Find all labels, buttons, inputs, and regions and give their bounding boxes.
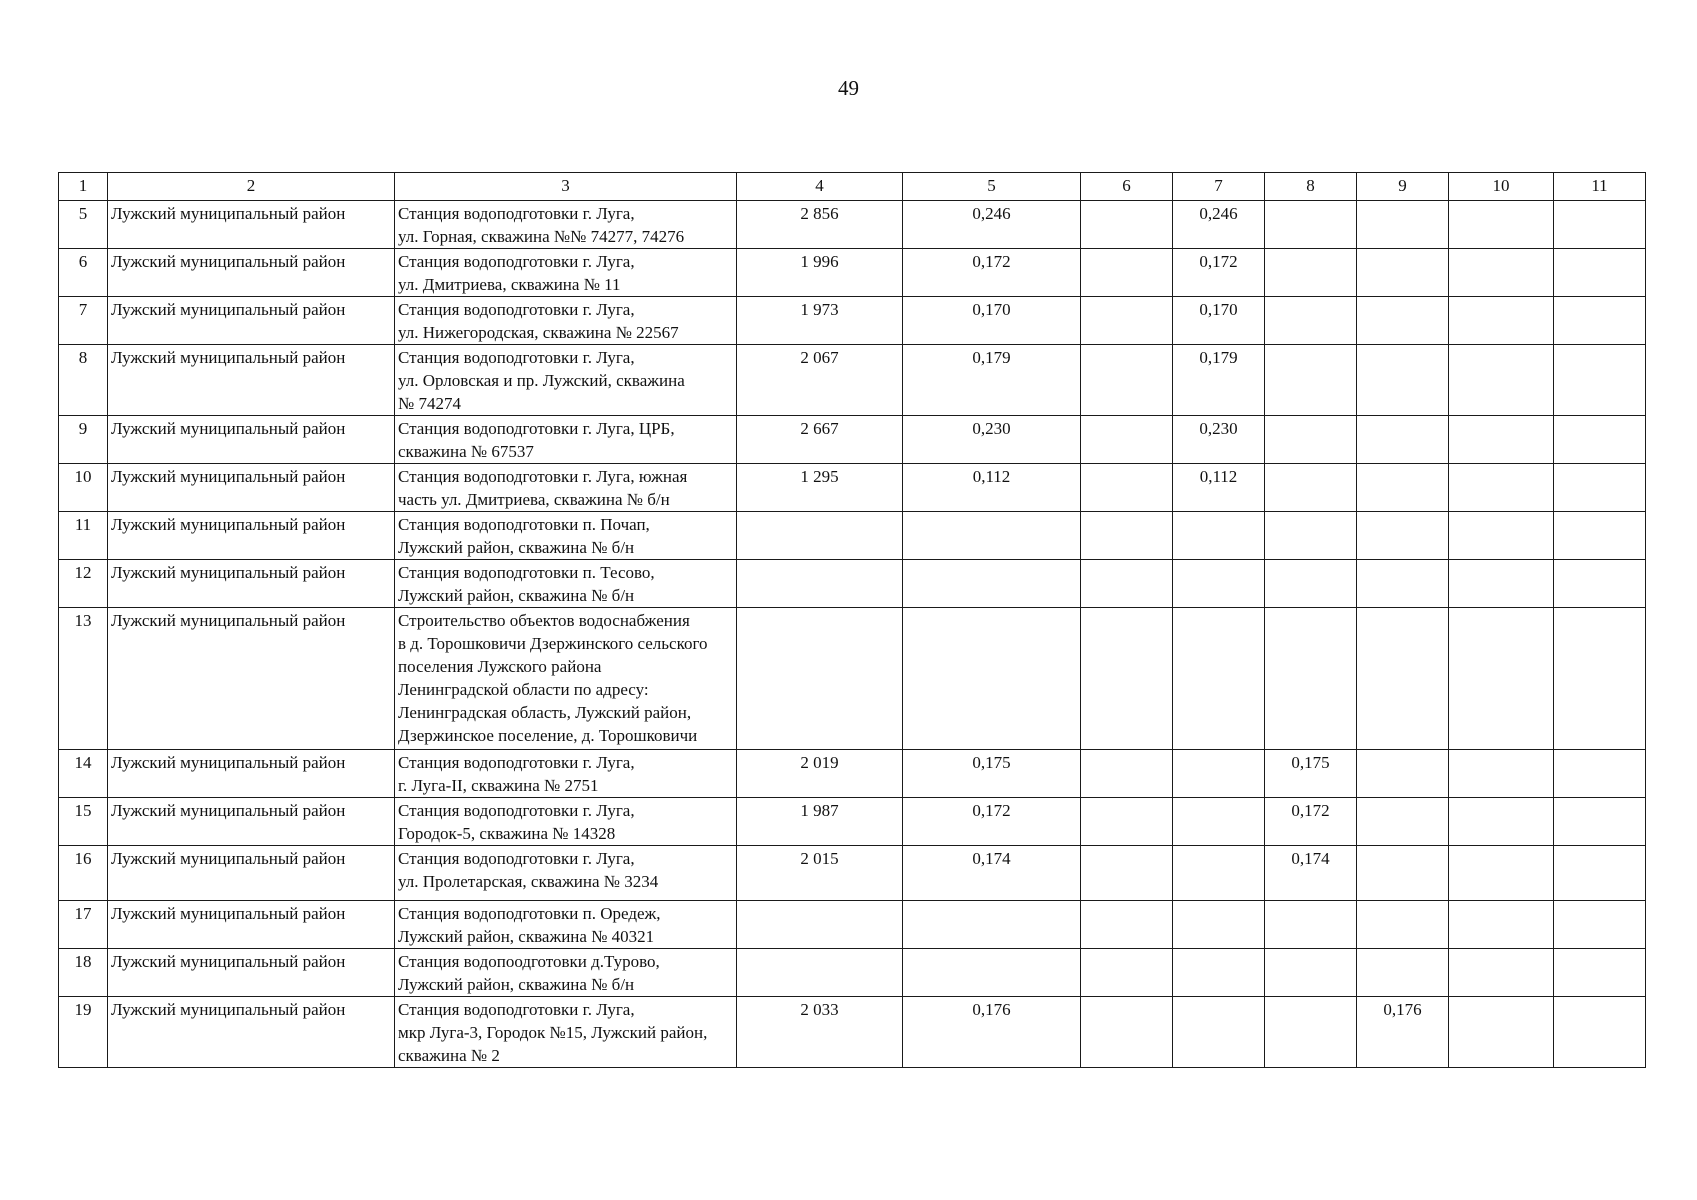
- value-cell-11: [1554, 750, 1646, 798]
- object-line: № 74274: [398, 394, 461, 413]
- value-cell-10: [1449, 297, 1554, 345]
- object-cell: [395, 297, 737, 345]
- value-cell-9: [1357, 345, 1449, 416]
- value-cell-7: 0,230: [1173, 416, 1265, 464]
- value-cell-9: [1357, 464, 1449, 512]
- value-cell-8: [1265, 560, 1357, 608]
- district-cell: Лужский муниципальный район: [108, 345, 395, 416]
- value-cell-9: [1357, 560, 1449, 608]
- value-cell-10: [1449, 201, 1554, 249]
- value-cell-5: 0,246: [903, 201, 1081, 249]
- object-line: Станция водоподготовки г. Луга,: [398, 801, 635, 820]
- value-cell-7: 0,246: [1173, 201, 1265, 249]
- district-cell: Лужский муниципальный район: [108, 464, 395, 512]
- value-cell-6: [1081, 750, 1173, 798]
- column-header-7: 7: [1173, 173, 1265, 201]
- object-cell: [395, 798, 737, 846]
- value-cell-7: 0,179: [1173, 345, 1265, 416]
- object-line: ул. Горная, скважина №№ 74277, 74276: [398, 227, 685, 246]
- table-row: [59, 201, 1646, 249]
- row-number-cell: 10: [59, 464, 108, 512]
- district-cell: Лужский муниципальный район: [108, 249, 395, 297]
- object-line: ул. Орловская и пр. Лужский, скважина: [398, 371, 685, 390]
- table-row: [59, 345, 1646, 416]
- object-line: Станция водоподготовки г. Луга, южная: [398, 467, 688, 486]
- value-cell-11: [1554, 249, 1646, 297]
- value-cell-10: [1449, 416, 1554, 464]
- district-cell: Лужский муниципальный район: [108, 997, 395, 1068]
- object-line: Станция водоподготовки г. Луга,: [398, 252, 635, 271]
- column-header-1: 1: [59, 173, 108, 201]
- value-cell-4: 1 295: [737, 464, 903, 512]
- column-header-11: 11: [1554, 173, 1646, 201]
- table-row: [59, 416, 1646, 464]
- value-cell-7: [1173, 512, 1265, 560]
- value-cell-7: [1173, 949, 1265, 997]
- value-cell-4: 2 856: [737, 201, 903, 249]
- object-line: Станция водопоодготовки д.Турово,: [398, 952, 660, 971]
- object-line: Станция водоподготовки г. Луга,: [398, 348, 635, 367]
- object-cell: [395, 750, 737, 798]
- object-line: Станция водоподготовки п. Оредеж,: [398, 904, 661, 923]
- object-line: Лужский район, скважина № б/н: [398, 586, 635, 605]
- object-line: Дзержинское поселение, д. Торошковичи: [398, 726, 698, 745]
- object-line: в д. Торошковичи Дзержинского сельского: [398, 634, 708, 653]
- value-cell-5: 0,172: [903, 798, 1081, 846]
- value-cell-7: 0,170: [1173, 297, 1265, 345]
- object-cell: [395, 608, 737, 750]
- object-line: Станция водоподготовки г. Луга,: [398, 1000, 635, 1019]
- district-cell: Лужский муниципальный район: [108, 608, 395, 750]
- value-cell-11: [1554, 201, 1646, 249]
- value-cell-7: [1173, 560, 1265, 608]
- value-cell-9: 0,176: [1357, 997, 1449, 1068]
- value-cell-5: 0,175: [903, 750, 1081, 798]
- table-row: [59, 997, 1646, 1068]
- object-line: часть ул. Дмитриева, скважина № б/н: [398, 490, 670, 509]
- value-cell-9: [1357, 201, 1449, 249]
- value-cell-5: 0,179: [903, 345, 1081, 416]
- value-cell-11: [1554, 464, 1646, 512]
- value-cell-4: 2 667: [737, 416, 903, 464]
- value-cell-4: [737, 512, 903, 560]
- value-cell-9: [1357, 901, 1449, 949]
- value-cell-8: [1265, 949, 1357, 997]
- object-line: мкр Луга-3, Городок №15, Лужский район,: [398, 1023, 708, 1042]
- value-cell-4: 2 067: [737, 345, 903, 416]
- value-cell-11: [1554, 949, 1646, 997]
- value-cell-5: 0,172: [903, 249, 1081, 297]
- value-cell-8: [1265, 464, 1357, 512]
- object-line: поселения Лужского района: [398, 657, 602, 676]
- value-cell-7: [1173, 901, 1265, 949]
- value-cell-11: [1554, 345, 1646, 416]
- value-cell-5: [903, 949, 1081, 997]
- column-header-5: 5: [903, 173, 1081, 201]
- row-number-cell: 17: [59, 901, 108, 949]
- value-cell-5: 0,176: [903, 997, 1081, 1068]
- column-header-10: 10: [1449, 173, 1554, 201]
- value-cell-11: [1554, 608, 1646, 750]
- row-number-cell: 19: [59, 997, 108, 1068]
- value-cell-11: [1554, 560, 1646, 608]
- object-line: Городок-5, скважина № 14328: [398, 824, 616, 843]
- table-row: [59, 798, 1646, 846]
- object-cell: [395, 901, 737, 949]
- object-line: Станция водоподготовки г. Луга, ЦРБ,: [398, 419, 675, 438]
- row-number-cell: 18: [59, 949, 108, 997]
- table-row: [59, 249, 1646, 297]
- value-cell-8: [1265, 416, 1357, 464]
- value-cell-6: [1081, 416, 1173, 464]
- value-cell-10: [1449, 512, 1554, 560]
- value-cell-11: [1554, 997, 1646, 1068]
- data-table: [58, 172, 1646, 1068]
- value-cell-10: [1449, 345, 1554, 416]
- district-cell: Лужский муниципальный район: [108, 901, 395, 949]
- value-cell-6: [1081, 345, 1173, 416]
- value-cell-6: [1081, 464, 1173, 512]
- value-cell-8: 0,174: [1265, 846, 1357, 901]
- district-cell: Лужский муниципальный район: [108, 297, 395, 345]
- row-number-cell: 11: [59, 512, 108, 560]
- value-cell-4: [737, 949, 903, 997]
- column-header-9: 9: [1357, 173, 1449, 201]
- value-cell-7: 0,172: [1173, 249, 1265, 297]
- district-cell: Лужский муниципальный район: [108, 798, 395, 846]
- value-cell-5: 0,230: [903, 416, 1081, 464]
- row-number-cell: 5: [59, 201, 108, 249]
- row-number-cell: 16: [59, 846, 108, 901]
- object-cell: [395, 997, 737, 1068]
- object-cell: [395, 512, 737, 560]
- value-cell-9: [1357, 608, 1449, 750]
- table-row: [59, 608, 1646, 750]
- row-number-cell: 12: [59, 560, 108, 608]
- value-cell-8: [1265, 297, 1357, 345]
- row-number-cell: 15: [59, 798, 108, 846]
- row-number-cell: 8: [59, 345, 108, 416]
- table-row: [59, 750, 1646, 798]
- object-line: Станция водоподготовки п. Почап,: [398, 515, 650, 534]
- object-line: скважина № 2: [398, 1046, 500, 1065]
- value-cell-9: [1357, 750, 1449, 798]
- table-row: [59, 901, 1646, 949]
- object-line: ул. Пролетарская, скважина № 3234: [398, 872, 659, 891]
- page-number: 49: [838, 76, 859, 100]
- row-number-cell: 7: [59, 297, 108, 345]
- object-cell: [395, 464, 737, 512]
- value-cell-6: [1081, 297, 1173, 345]
- object-line: Станция водоподготовки г. Луга,: [398, 300, 635, 319]
- value-cell-6: [1081, 846, 1173, 901]
- object-line: Лужский район, скважина № 40321: [398, 927, 655, 946]
- value-cell-8: 0,172: [1265, 798, 1357, 846]
- value-cell-5: [903, 560, 1081, 608]
- value-cell-5: 0,112: [903, 464, 1081, 512]
- value-cell-8: 0,175: [1265, 750, 1357, 798]
- table-row: [59, 560, 1646, 608]
- value-cell-10: [1449, 464, 1554, 512]
- value-cell-4: [737, 901, 903, 949]
- object-line: Лужский район, скважина № б/н: [398, 975, 635, 994]
- object-line: Станция водоподготовки г. Луга,: [398, 849, 635, 868]
- object-cell: [395, 949, 737, 997]
- value-cell-7: [1173, 846, 1265, 901]
- value-cell-6: [1081, 997, 1173, 1068]
- district-cell: Лужский муниципальный район: [108, 416, 395, 464]
- object-line: Лужский район, скважина № б/н: [398, 538, 635, 557]
- object-line: Станция водоподготовки г. Луга,: [398, 204, 635, 223]
- object-line: Строительство объектов водоснабжения: [398, 611, 690, 630]
- value-cell-6: [1081, 608, 1173, 750]
- table-row: [59, 949, 1646, 997]
- value-cell-8: [1265, 249, 1357, 297]
- object-cell: [395, 345, 737, 416]
- table-header-row: [59, 173, 1646, 201]
- value-cell-8: [1265, 201, 1357, 249]
- table-row: [59, 512, 1646, 560]
- object-line: Ленинградской области по адресу:: [398, 680, 649, 699]
- row-number-cell: 13: [59, 608, 108, 750]
- value-cell-8: [1265, 608, 1357, 750]
- value-cell-4: 2 033: [737, 997, 903, 1068]
- value-cell-9: [1357, 249, 1449, 297]
- object-line: ул. Нижегородская, скважина № 22567: [398, 323, 679, 342]
- value-cell-10: [1449, 249, 1554, 297]
- value-cell-5: [903, 608, 1081, 750]
- object-line: Станция водоподготовки г. Луга,: [398, 753, 635, 772]
- value-cell-11: [1554, 798, 1646, 846]
- value-cell-7: [1173, 997, 1265, 1068]
- value-cell-10: [1449, 750, 1554, 798]
- district-cell: Лужский муниципальный район: [108, 512, 395, 560]
- object-line: ул. Дмитриева, скважина № 11: [398, 275, 621, 294]
- value-cell-7: [1173, 608, 1265, 750]
- value-cell-8: [1265, 512, 1357, 560]
- value-cell-5: 0,174: [903, 846, 1081, 901]
- district-cell: Лужский муниципальный район: [108, 949, 395, 997]
- value-cell-7: 0,112: [1173, 464, 1265, 512]
- value-cell-11: [1554, 512, 1646, 560]
- object-line: Ленинградская область, Лужский район,: [398, 703, 692, 722]
- value-cell-6: [1081, 798, 1173, 846]
- value-cell-5: [903, 512, 1081, 560]
- row-number-cell: 9: [59, 416, 108, 464]
- object-cell: [395, 846, 737, 901]
- table-row: [59, 297, 1646, 345]
- value-cell-6: [1081, 249, 1173, 297]
- district-cell: Лужский муниципальный район: [108, 560, 395, 608]
- row-number-cell: 14: [59, 750, 108, 798]
- value-cell-7: [1173, 798, 1265, 846]
- value-cell-10: [1449, 560, 1554, 608]
- column-header-4: 4: [737, 173, 903, 201]
- value-cell-6: [1081, 201, 1173, 249]
- object-line: скважина № 67537: [398, 442, 534, 461]
- value-cell-10: [1449, 949, 1554, 997]
- value-cell-6: [1081, 512, 1173, 560]
- value-cell-4: 1 973: [737, 297, 903, 345]
- object-cell: [395, 201, 737, 249]
- column-header-3: 3: [395, 173, 737, 201]
- value-cell-10: [1449, 901, 1554, 949]
- value-cell-9: [1357, 512, 1449, 560]
- value-cell-8: [1265, 345, 1357, 416]
- value-cell-5: [903, 901, 1081, 949]
- object-line: Станция водоподготовки п. Тесово,: [398, 563, 655, 582]
- object-cell: [395, 416, 737, 464]
- value-cell-6: [1081, 560, 1173, 608]
- value-cell-11: [1554, 416, 1646, 464]
- value-cell-6: [1081, 949, 1173, 997]
- column-header-6: 6: [1081, 173, 1173, 201]
- value-cell-9: [1357, 949, 1449, 997]
- value-cell-4: 2 019: [737, 750, 903, 798]
- column-header-8: 8: [1265, 173, 1357, 201]
- value-cell-11: [1554, 297, 1646, 345]
- value-cell-4: 1 996: [737, 249, 903, 297]
- value-cell-8: [1265, 901, 1357, 949]
- district-cell: Лужский муниципальный район: [108, 750, 395, 798]
- value-cell-5: 0,170: [903, 297, 1081, 345]
- value-cell-10: [1449, 798, 1554, 846]
- district-cell: Лужский муниципальный район: [108, 846, 395, 901]
- row-number-cell: 6: [59, 249, 108, 297]
- column-header-2: 2: [108, 173, 395, 201]
- value-cell-9: [1357, 798, 1449, 846]
- value-cell-9: [1357, 416, 1449, 464]
- value-cell-9: [1357, 297, 1449, 345]
- object-line: г. Луга-II, скважина № 2751: [398, 776, 599, 795]
- value-cell-10: [1449, 997, 1554, 1068]
- value-cell-8: [1265, 997, 1357, 1068]
- object-cell: [395, 560, 737, 608]
- value-cell-11: [1554, 901, 1646, 949]
- value-cell-10: [1449, 608, 1554, 750]
- value-cell-4: 1 987: [737, 798, 903, 846]
- value-cell-9: [1357, 846, 1449, 901]
- district-cell: Лужский муниципальный район: [108, 201, 395, 249]
- value-cell-6: [1081, 901, 1173, 949]
- object-cell: [395, 249, 737, 297]
- value-cell-4: [737, 608, 903, 750]
- value-cell-10: [1449, 846, 1554, 901]
- value-cell-11: [1554, 846, 1646, 901]
- value-cell-7: [1173, 750, 1265, 798]
- table-row: [59, 464, 1646, 512]
- value-cell-4: [737, 560, 903, 608]
- table-row: [59, 846, 1646, 901]
- value-cell-4: 2 015: [737, 846, 903, 901]
